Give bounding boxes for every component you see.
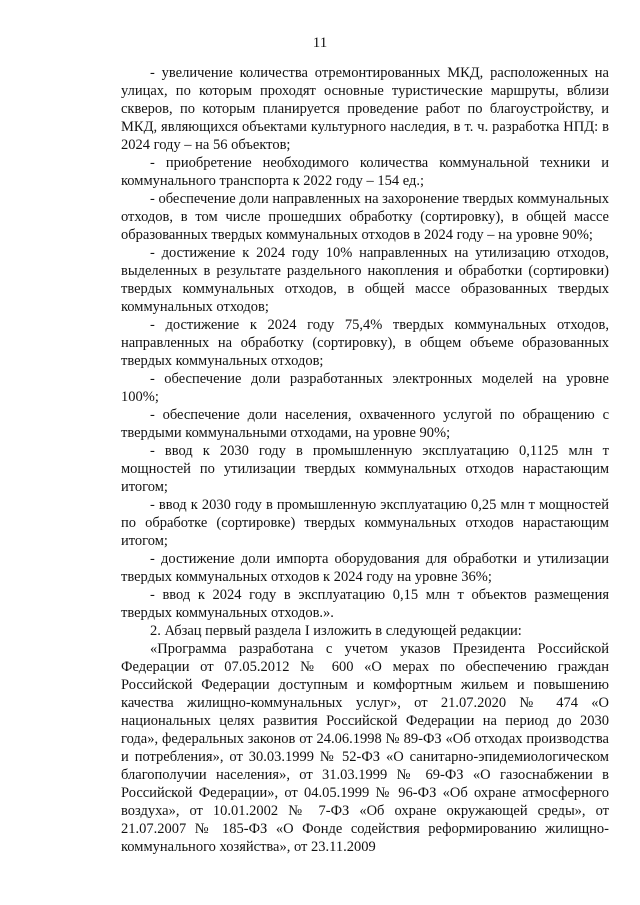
page-number: 11 [312, 35, 328, 51]
bullet-paragraph-waste-disposal-share: - обеспечение доли направленных на захоронение твердых коммунальных отходов, в том числе прошедших обработку (сортировку), в общей массе образованных твердых коммунальных отходов в 2024 году – на уровне 90%; [121, 191, 609, 243]
bullet-paragraph-equipment-import: - достижение доли импорта оборудования для обработки и утилизации твердых коммунальных отходов к 2024 году на уровне 36%; [121, 551, 609, 585]
bullet-paragraph-recycling-capacity: - ввод к 2030 году в промышленную эксплуатацию 0,1125 млн т мощностей по утилизации твердых коммунальных отходов нарастающим итогом; [121, 443, 609, 495]
bullet-paragraph-electronic-models: - обеспечение доли разработанных электронных моделей на уровне 100%; [121, 371, 609, 405]
bullet-paragraph-municipal-vehicles: - приобретение необходимого количества коммунальной техники и коммунального транспорта к 2022 году – 154 ед.; [121, 155, 609, 189]
bullet-paragraph-sorting-capacity: - ввод к 2030 году в промышленную эксплуатацию 0,25 млн т мощностей по обработке (сортировке) твердых коммунальных отходов нарастающим итогом; [121, 497, 609, 549]
amendment-paragraph: 2. Абзац первый раздела I изложить в следующей редакции: [150, 623, 522, 639]
bullet-paragraph-waste-recycling-share: - достижение к 2024 году 10% направленных на утилизацию отходов, выделенных в результате раздельного накопления и обработки (сортировки) твердых коммунальных отходов, в общей массе образованных твердых коммунальных отходов; [121, 245, 609, 315]
bullet-paragraph-waste-sorting-share: - достижение к 2024 году 75,4% твердых коммунальных отходов, направленных на обработку (сортировку), в общем объеме образованных твердых коммунальных отходов; [121, 317, 609, 369]
document-body [121, 64, 609, 856]
bullet-paragraph-population-coverage: - обеспечение доли населения, охваченного услугой по обращению с твердыми коммунальными отходами, на уровне 90%; [121, 407, 609, 441]
program-basis-paragraph: «Программа разработана с учетом указов Президента Российской Федерации от 07.05.2012 № 600 «О мерах по обеспечению граждан Российской Федерации доступным и комфортным жильем и повышению качества жилищно-коммунальных услуг», от 21.07.2020 № 474 «О национальных целях развития Российской Федерации на период до 2030 года», федеральных законов от 24.06.1998 № 89-ФЗ «Об отходах производства и потребления», от 30.03.1999 № 52-ФЗ «О санитарно-эпидемиологическом благополучии населения», от 31.03.1999 № 69-ФЗ «О газоснабжении в Российской Федерации», от 04.05.1999 № 96-ФЗ «Об охране атмосферного воздуха», от 10.01.2002 № 7-ФЗ «Об охране окружающей среды», от 21.07.2007 № 185-ФЗ «О Фонде содействия реформированию жилищно-коммунального хозяйства», от 23.11.2009 [121, 641, 609, 855]
bullet-paragraph-repaired-buildings: - увеличение количества отремонтированных МКД, расположенных на улицах, по которым проходят основные туристические маршруты, вблизи скверов, по которым планируется проведение работ по благоустройству, и МКД, являющихся объектами культурного наследия, в т. ч. разработка НПД: в 2024 году – на 56 объектов; [121, 65, 609, 153]
bullet-paragraph-placement-facilities: - ввод к 2024 году в эксплуатацию 0,15 млн т объектов размещения твердых коммунальных отходов.». [121, 587, 609, 621]
